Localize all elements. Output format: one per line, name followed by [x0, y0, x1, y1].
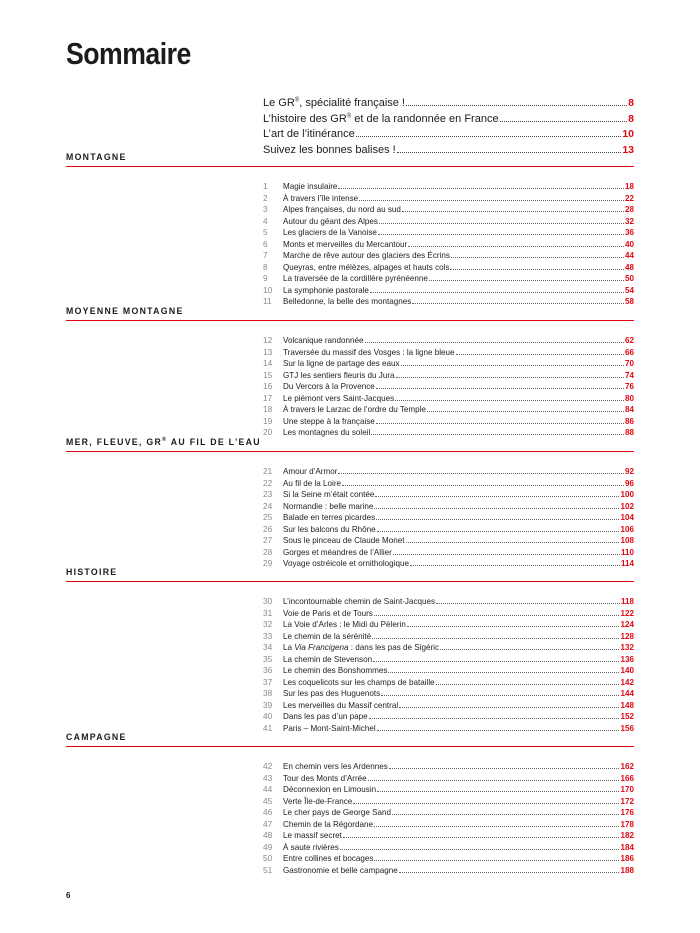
- entry-number: 22: [263, 477, 273, 488]
- toc-entry[interactable]: [263, 535, 634, 547]
- entry-number: 29: [263, 558, 273, 568]
- dot-leader: [412, 303, 624, 304]
- entry-page: 100: [620, 490, 634, 499]
- toc-section: [66, 306, 634, 439]
- section-divider: [66, 166, 634, 167]
- dot-leader: [373, 661, 619, 662]
- entry-title: GTJ les sentiers fleuris du Jura: [283, 370, 395, 380]
- toc-entry[interactable]: [263, 631, 634, 643]
- entry-number: 24: [263, 500, 273, 511]
- entry-list: [263, 181, 634, 308]
- entry-title: Le cher pays de George Sand: [283, 808, 391, 817]
- entry-number: 9: [263, 273, 268, 283]
- entry-number: 41: [263, 722, 273, 733]
- entry-title: Paris – Mont-Saint-Michel: [283, 723, 376, 733]
- entry-title: Autour du géant des Alpes: [283, 216, 378, 226]
- toc-entry[interactable]: [263, 347, 634, 359]
- dot-leader: [395, 400, 624, 401]
- dot-leader: [399, 872, 620, 873]
- entry-title: La Via Francigena : dans les pas de Sigéric: [283, 643, 439, 652]
- dot-leader: [392, 814, 619, 815]
- entry-page: 62: [624, 336, 634, 345]
- intro-item-title: Le GR®, spécialité française !: [263, 97, 405, 109]
- toc-entry[interactable]: [263, 285, 634, 297]
- entry-list: [263, 466, 634, 570]
- toc-entry[interactable]: [263, 501, 634, 513]
- entry-page: 162: [620, 762, 634, 771]
- dot-leader: [371, 434, 624, 435]
- toc-entry[interactable]: [263, 393, 634, 405]
- entry-number: 50: [263, 853, 273, 863]
- entry-title: Voie de Paris et de Tours: [283, 608, 373, 618]
- entry-number: 45: [263, 795, 273, 806]
- toc-entry[interactable]: [263, 204, 634, 216]
- entry-page: 156: [620, 723, 634, 733]
- entry-title: Voyage ostréicole et ornithologique: [283, 559, 409, 568]
- entry-number: 18: [263, 404, 273, 414]
- entry-title: L’incontournable chemin de Saint-Jacques: [283, 597, 436, 606]
- toc-entry[interactable]: [263, 830, 634, 842]
- entry-page: 80: [624, 393, 634, 403]
- entry-number: 34: [263, 642, 273, 652]
- entry-title: Chemin de la Régordane: [283, 819, 373, 829]
- entry-number: 33: [263, 630, 273, 641]
- entry-title: Sur les pas des Huguenots: [283, 689, 381, 698]
- entry-number: 38: [263, 688, 273, 698]
- toc-entry[interactable]: [263, 807, 634, 819]
- toc-entry[interactable]: [263, 239, 634, 251]
- entry-number: 26: [263, 523, 273, 534]
- entry-number: 21: [263, 466, 273, 476]
- entry-list: [263, 596, 634, 734]
- dot-leader: [429, 280, 624, 281]
- entry-title: Les merveilles du Massif central: [283, 700, 399, 710]
- dot-leader: [356, 136, 622, 137]
- entry-number: 25: [263, 512, 273, 522]
- entry-number: 42: [263, 761, 273, 771]
- entry-page: 188: [620, 865, 634, 875]
- toc-entry[interactable]: [263, 358, 634, 370]
- toc-entry[interactable]: [263, 181, 634, 193]
- toc-entry[interactable]: [263, 773, 634, 785]
- entry-page: 84: [624, 405, 634, 414]
- entry-page: 184: [620, 842, 634, 852]
- toc-section: [66, 732, 634, 876]
- dot-leader: [377, 791, 619, 792]
- toc-entry[interactable]: [263, 335, 634, 347]
- entry-number: 43: [263, 772, 273, 783]
- toc-entry[interactable]: [263, 700, 634, 712]
- dot-leader: [396, 377, 624, 378]
- toc-section: [66, 567, 634, 734]
- dot-leader: [368, 780, 620, 781]
- dot-leader: [450, 269, 624, 270]
- entry-title: Sur la ligne de partage des eaux: [283, 359, 400, 368]
- dot-leader: [374, 860, 619, 861]
- entry-title: Monts et merveilles du Mercantour: [283, 239, 408, 249]
- entry-title: Balade en terres picardes: [283, 513, 376, 522]
- entry-title: Sur les balcons du Rhône: [283, 524, 376, 534]
- entry-number: 3: [263, 204, 268, 214]
- entry-number: 16: [263, 381, 273, 391]
- entry-title: Les coquelicots sur les champs de bataille: [283, 677, 435, 687]
- entry-title: Amour d’Armor: [283, 467, 338, 476]
- entry-title: Traversée du massif des Vosges : la ligne bleue: [283, 347, 455, 357]
- entry-number: 17: [263, 392, 273, 403]
- entry-page: 166: [620, 773, 634, 783]
- entry-page: 96: [624, 478, 634, 488]
- entry-title: À travers l’île intense: [283, 193, 359, 203]
- entry-title: Marche de rêve autour des glaciers des Écrins: [283, 251, 450, 260]
- dot-leader: [369, 718, 620, 719]
- toc-entry[interactable]: [263, 547, 634, 559]
- section-heading: CAMPAGNE: [66, 732, 127, 743]
- toc-section: [66, 152, 634, 308]
- dot-leader: [406, 542, 620, 543]
- entry-number: 7: [263, 250, 268, 260]
- entry-title: Le chemin de la sérénité: [283, 631, 372, 641]
- section-heading: HISTOIRE: [66, 567, 118, 578]
- dot-leader: [338, 473, 624, 474]
- entry-title: Magie insulaire: [283, 182, 338, 191]
- toc-entry[interactable]: [263, 273, 634, 285]
- toc-entry[interactable]: [263, 796, 634, 808]
- entry-title: Tour des Monts d’Arrée: [283, 773, 367, 783]
- dot-leader: [377, 531, 620, 532]
- toc-entry[interactable]: [263, 193, 634, 205]
- entry-page: 152: [620, 712, 634, 721]
- toc-entry[interactable]: [263, 404, 634, 416]
- entry-page: 50: [624, 274, 634, 283]
- toc-entry[interactable]: [263, 784, 634, 796]
- entry-number: 32: [263, 619, 273, 629]
- dot-leader: [353, 803, 619, 804]
- entry-page: 28: [624, 205, 634, 214]
- dot-leader: [436, 684, 620, 685]
- toc-entry[interactable]: [263, 227, 634, 239]
- entry-number: 49: [263, 841, 273, 852]
- entry-page: 142: [620, 677, 634, 687]
- dot-leader: [342, 485, 624, 486]
- toc-entry[interactable]: [263, 853, 634, 865]
- entry-number: 6: [263, 238, 268, 249]
- entry-page: 102: [620, 501, 634, 511]
- section-divider: [66, 581, 634, 582]
- entry-title: Entre collines et bocages: [283, 854, 374, 863]
- entry-number: 35: [263, 653, 273, 664]
- section-heading: MER, FLEUVE, GR® AU FIL DE L’EAU: [66, 436, 261, 448]
- entry-number: 23: [263, 489, 273, 499]
- entry-title: Les glaciers de la Vanoise: [283, 228, 377, 237]
- entry-page: 144: [620, 689, 634, 698]
- entry-title: Queyras, entre mélèzes, alpages et hauts cols: [283, 262, 450, 272]
- intro-item-title: Suivez les bonnes balises !: [263, 143, 396, 156]
- entry-page: 74: [624, 370, 634, 380]
- intro-item-page: 8: [628, 97, 634, 109]
- toc-entry[interactable]: [263, 642, 634, 654]
- entry-page: 32: [624, 216, 634, 226]
- dot-leader: [440, 649, 619, 650]
- entry-number: 44: [263, 784, 273, 794]
- toc-entry[interactable]: [263, 619, 634, 631]
- toc-entry[interactable]: [263, 381, 634, 393]
- entry-page: 92: [624, 467, 634, 476]
- dot-leader: [410, 565, 620, 566]
- intro-item-page: 13: [622, 143, 634, 156]
- entry-title: Si la Seine m’était contée: [283, 490, 375, 499]
- entry-page: 114: [620, 559, 634, 568]
- entry-title: À saute rivières: [283, 842, 339, 852]
- entry-number: 10: [263, 284, 273, 295]
- toc-entry[interactable]: [263, 711, 634, 723]
- dot-leader: [374, 508, 619, 509]
- toc-section: [66, 437, 634, 570]
- toc-entry[interactable]: [263, 654, 634, 666]
- toc-entry[interactable]: [263, 262, 634, 274]
- dot-leader: [436, 603, 620, 604]
- dot-leader: [374, 615, 620, 616]
- dot-leader: [393, 554, 620, 555]
- section-divider: [66, 746, 634, 747]
- entry-title: Belledonne, la belle des montagnes: [283, 297, 412, 306]
- entry-page: 128: [620, 631, 634, 641]
- entry-number: 19: [263, 415, 273, 426]
- entry-number: 5: [263, 227, 268, 237]
- entry-page: 108: [620, 536, 634, 545]
- toc-entry[interactable]: [263, 688, 634, 700]
- toc-entry[interactable]: [263, 761, 634, 773]
- toc-entry[interactable]: [263, 478, 634, 490]
- entry-page: 186: [620, 854, 634, 863]
- entry-page: 122: [620, 608, 634, 618]
- dot-leader: [375, 496, 619, 497]
- entry-page: 106: [620, 524, 634, 534]
- dot-leader: [408, 246, 624, 247]
- entry-number: 11: [263, 296, 272, 306]
- entry-page: 148: [620, 700, 634, 710]
- entry-page: 182: [620, 831, 634, 840]
- entry-title: La traversée de la cordillère pyrénéenne: [283, 274, 428, 283]
- toc-entry[interactable]: [263, 216, 634, 228]
- entry-page: 172: [620, 796, 634, 806]
- entry-page: 54: [624, 285, 634, 295]
- toc-entry[interactable]: [263, 819, 634, 831]
- entry-page: 44: [624, 251, 634, 260]
- entry-title: Volcanique randonnée: [283, 336, 364, 345]
- dot-leader: [381, 695, 619, 696]
- toc-entry[interactable]: [263, 842, 634, 854]
- entry-page: 170: [620, 785, 634, 794]
- entry-number: 14: [263, 358, 273, 368]
- entry-page: 22: [624, 193, 634, 203]
- toc-entry[interactable]: [263, 466, 634, 478]
- entry-title: Le chemin des Bonshommes: [283, 666, 388, 675]
- entry-page: 18: [624, 182, 634, 191]
- entry-page: 132: [620, 643, 634, 652]
- entry-title: Alpes françaises, du nord au sud: [283, 205, 401, 214]
- page-title: Sommaire: [66, 36, 191, 71]
- entry-title: Déconnexion en Limousin: [283, 785, 377, 794]
- dot-leader: [340, 849, 620, 850]
- dot-leader: [376, 519, 619, 520]
- dot-leader: [456, 354, 624, 355]
- entry-page: 140: [620, 666, 634, 675]
- entry-number: 8: [263, 261, 268, 272]
- entry-title: Du Vercors à la Provence: [283, 382, 375, 391]
- entry-title: Verte Île-de-France: [283, 796, 353, 806]
- page-number: 6: [66, 891, 71, 900]
- intro-item-title: L’histoire des GR® et de la randonnée en France: [263, 112, 499, 125]
- toc-entry[interactable]: [263, 512, 634, 524]
- entry-list: [263, 761, 634, 876]
- intro-item-title: L’art de l’itinérance: [263, 128, 355, 140]
- section-divider: [66, 451, 634, 452]
- entry-number: 1: [263, 181, 268, 191]
- toc-entry[interactable]: [263, 677, 634, 689]
- entry-title: La Voie d’Arles : le Midi du Pèlerin: [283, 620, 406, 629]
- toc-entry[interactable]: [263, 524, 634, 536]
- dot-leader: [500, 121, 628, 122]
- entry-title: Une steppe à la française: [283, 416, 375, 426]
- dot-leader: [401, 365, 624, 366]
- entry-title: En chemin vers les Ardennes: [283, 762, 388, 771]
- entry-list: [263, 335, 634, 439]
- entry-page: 58: [624, 297, 634, 306]
- entry-number: 13: [263, 346, 273, 357]
- entry-page: 124: [620, 620, 634, 629]
- intro-list: [263, 97, 634, 159]
- entry-title: Gastronomie et belle campagne: [283, 865, 398, 875]
- entry-title: Les montagnes du soleil: [283, 428, 371, 437]
- toc-entry[interactable]: [263, 416, 634, 428]
- entry-number: 4: [263, 215, 268, 226]
- entry-number: 20: [263, 427, 273, 437]
- dot-leader: [379, 223, 624, 224]
- entry-number: 28: [263, 546, 273, 557]
- entry-title: Dans les pas d’un pape: [283, 712, 368, 721]
- entry-page: 88: [624, 428, 634, 437]
- entry-number: 37: [263, 676, 273, 687]
- section-heading: MOYENNE MONTAGNE: [66, 306, 184, 317]
- entry-title: La symphonie pastorale: [283, 285, 369, 295]
- entry-page: 66: [624, 347, 634, 357]
- dot-leader: [343, 837, 620, 838]
- entry-page: 48: [624, 262, 634, 272]
- entry-number: 30: [263, 596, 273, 606]
- intro-item-page: 10: [622, 128, 634, 140]
- toc-entry[interactable]: [263, 489, 634, 501]
- entry-page: 40: [624, 239, 634, 249]
- dot-leader: [377, 730, 620, 731]
- intro-item-page: 8: [628, 112, 634, 125]
- entry-page: 178: [620, 819, 634, 829]
- entry-title: À travers le Larzac de l’ordre du Temple: [283, 405, 426, 414]
- dot-leader: [359, 200, 624, 201]
- toc-entry[interactable]: [263, 608, 634, 620]
- entry-page: 86: [624, 416, 634, 426]
- entry-page: 70: [624, 359, 634, 368]
- dot-leader: [370, 292, 624, 293]
- dot-leader: [406, 105, 627, 106]
- entry-title: Le piémont vers Saint-Jacques: [283, 393, 395, 403]
- entry-title: Au fil de la Loire: [283, 478, 342, 488]
- dot-leader: [376, 423, 624, 424]
- section-heading: MONTAGNE: [66, 152, 127, 163]
- dot-leader: [427, 411, 624, 412]
- entry-title: Normandie : belle marine: [283, 501, 374, 511]
- dot-leader: [451, 257, 624, 258]
- dot-leader: [407, 626, 620, 627]
- dot-leader: [399, 707, 619, 708]
- entry-number: 48: [263, 830, 273, 840]
- entry-number: 51: [263, 864, 273, 875]
- section-divider: [66, 320, 634, 321]
- entry-page: 76: [624, 382, 634, 391]
- entry-number: 46: [263, 807, 273, 817]
- entry-number: 27: [263, 535, 273, 545]
- dot-leader: [402, 211, 624, 212]
- entry-page: 176: [620, 808, 634, 817]
- toc-entry[interactable]: [263, 596, 634, 608]
- entry-title: Gorges et méandres de l’Allier: [283, 547, 392, 557]
- dot-leader: [376, 388, 624, 389]
- entry-page: 36: [624, 228, 634, 237]
- entry-number: 39: [263, 699, 273, 710]
- toc-entry[interactable]: [263, 370, 634, 382]
- toc-entry[interactable]: [263, 865, 634, 877]
- entry-number: 12: [263, 335, 273, 345]
- entry-number: 47: [263, 818, 273, 829]
- entry-page: 104: [620, 513, 634, 522]
- entry-number: 40: [263, 711, 273, 721]
- entry-number: 36: [263, 665, 273, 675]
- entry-title: Sous le pinceau de Claude Monet: [283, 536, 405, 545]
- dot-leader: [338, 188, 624, 189]
- entry-page: 110: [620, 547, 634, 557]
- entry-number: 31: [263, 607, 273, 618]
- entry-title: La chemin de Stevenson: [283, 654, 373, 664]
- entry-title: Le massif secret: [283, 831, 342, 840]
- entry-page: 136: [620, 654, 634, 664]
- intro-item[interactable]: [263, 113, 634, 129]
- intro-item[interactable]: [263, 128, 634, 144]
- dot-leader: [389, 768, 620, 769]
- dot-leader: [378, 234, 624, 235]
- toc-entry[interactable]: [263, 250, 634, 262]
- intro-item[interactable]: [263, 97, 634, 113]
- dot-leader: [374, 826, 619, 827]
- dot-leader: [372, 638, 619, 639]
- dot-leader: [388, 672, 619, 673]
- entry-number: 2: [263, 192, 268, 203]
- entry-number: 15: [263, 369, 273, 380]
- toc-entry[interactable]: [263, 665, 634, 677]
- dot-leader: [365, 342, 624, 343]
- entry-page: 118: [620, 597, 634, 606]
